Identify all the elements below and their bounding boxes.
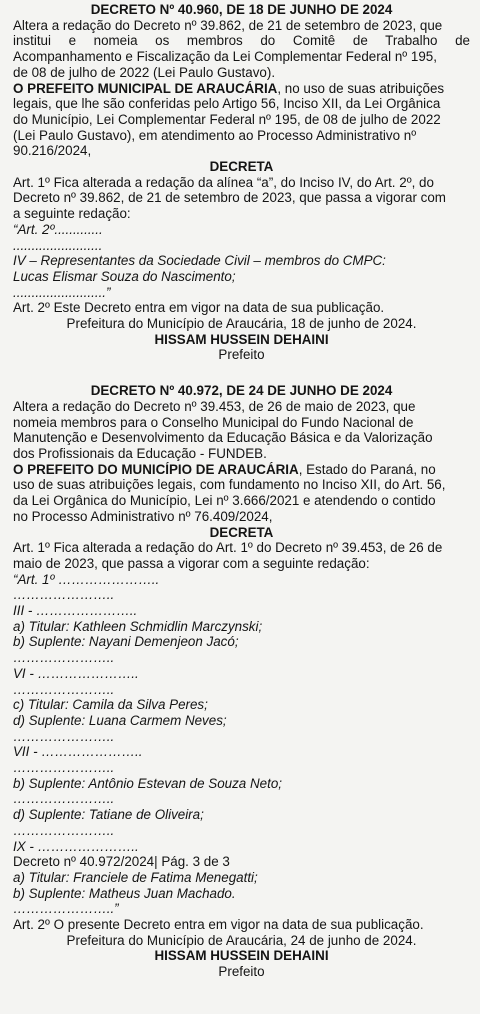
quoted-line: b) Suplente: Nayani Demenjeon Jacó;	[13, 634, 239, 650]
decreta-heading: DECRETA	[209, 159, 274, 175]
authority-name: O PREFEITO DO MUNICÍPIO DE ARAUCÁRIA	[13, 461, 299, 477]
quoted-line: III - …………………..	[13, 603, 138, 619]
quoted-text	[13, 222, 470, 301]
signer-role: Prefeito	[218, 347, 265, 363]
article-line: maio de 2023, que passa a vigorar com a seguinte redação:	[13, 555, 370, 571]
preamble-line: do Município, Lei Complementar Federal nº 195, de 08 de julho de 2022	[13, 111, 441, 127]
quoted-line: “Art. 2º.............	[13, 221, 103, 237]
quoted-line: …………………..	[13, 650, 115, 666]
decree-preamble	[13, 81, 470, 160]
preamble-line	[13, 81, 470, 97]
decree-ementa	[13, 18, 470, 81]
ementa-line: Manutenção e Desenvolvimento da Educação Básica e da Valorização	[13, 430, 433, 446]
decree-preamble	[13, 462, 470, 525]
article-1	[13, 175, 470, 222]
quoted-line: c) Titular: Camila da Silva Peres;	[13, 697, 208, 713]
section-gap	[13, 363, 470, 383]
quoted-line: IX - …………………..	[13, 838, 139, 854]
decree-title: DECRETO Nº 40.960, DE 18 DE JUNHO DE 2024	[90, 2, 393, 17]
article-line: a seguinte redação:	[13, 206, 131, 222]
quoted-line: b) Suplente: Matheus Juan Machado.	[13, 885, 236, 901]
quoted-text-end	[13, 870, 470, 917]
preamble-line: 90.216/2024,	[13, 143, 92, 159]
article-1	[13, 540, 470, 571]
decreta-heading: DECRETA	[209, 524, 274, 540]
quoted-line: a) Titular: Kathleen Schmidlin Marczynski;	[13, 618, 263, 634]
quoted-line: “Art. 1º …………………..	[13, 571, 160, 587]
quoted-line: …………………..	[13, 791, 115, 807]
decree-title: DECRETO Nº 40.972, DE 24 DE JUNHO DE 2024	[90, 383, 393, 399]
decree-ementa	[13, 399, 470, 462]
quoted-line: b) Suplente: Antônio Estevan de Souza Neto;	[13, 775, 282, 791]
preamble-line	[13, 462, 470, 478]
preamble-line: (Lei Paulo Gustavo), em atendimento ao Processo Administrativo nº	[13, 127, 417, 143]
preamble-text: , Estado do Paraná, no	[298, 461, 436, 477]
quoted-line: Lucas Elismar Souza do Nascimento;	[13, 268, 236, 284]
quoted-line: …………………..	[13, 587, 115, 603]
signer-name: HISSAM HUSSEIN DEHAINI	[154, 948, 329, 964]
ementa-line: de 08 de julho de 2022 (Lei Paulo Gustavo).	[13, 64, 276, 80]
quoted-line: a) Titular: Franciele de Fatima Menegatti;	[13, 869, 258, 885]
place-date: Prefeitura do Município de Araucária, 18 de junho de 2024.	[66, 316, 417, 332]
place-date: Prefeitura do Município de Araucária, 24 de junho de 2024.	[66, 932, 417, 948]
ementa-line: Altera a redação do Decreto nº 39.862, de 21 de setembro de 2023, que	[13, 17, 443, 33]
quoted-line: …………………..	[13, 760, 115, 776]
article-line: Art. 1º Fica alterada a redação do Art. 1º do Decreto nº 39.453, de 26 de	[13, 540, 443, 556]
article-line: Decreto nº 39.862, de 21 de setembro de 2023, que passa a vigorar com	[13, 190, 446, 206]
quoted-line: …………………..	[13, 728, 115, 744]
quoted-line: ........................	[13, 237, 103, 253]
ementa-line: institui e nomeia os membros do Comitê de Trabalho de	[13, 33, 470, 49]
quoted-line: .........................”	[13, 284, 111, 300]
quoted-line: d) Suplente: Tatiane de Oliveira;	[13, 807, 204, 823]
preamble-line: legais, que lhe são conferidas pelo Artigo 56, Inciso XII, da Lei Orgânica	[13, 96, 441, 112]
preamble-line: da Lei Orgânica do Município, Lei nº 3.666/2021 e atendendo o contido	[13, 493, 436, 509]
article-2: Art. 2º O presente Decreto entra em vigor na data de sua publicação.	[13, 917, 424, 933]
signer-role: Prefeito	[218, 964, 265, 980]
preamble-text: , no uso de suas atribuições	[277, 80, 445, 96]
ementa-line: dos Profissionais da Educação - FUNDEB.	[13, 445, 267, 461]
preamble-line: uso de suas atribuições legais, com fundamento no Inciso XII, do Art. 56,	[13, 477, 446, 493]
preamble-line: no Processo Administrativo nº 76.409/2024,	[13, 508, 273, 524]
quoted-line: …………………..”	[13, 901, 119, 917]
quoted-line: …………………..	[13, 681, 115, 697]
quoted-line: d) Suplente: Luana Carmem Neves;	[13, 712, 227, 728]
decree-40972	[13, 383, 470, 980]
ementa-line: nomeia membros para o Conselho Municipal do Fundo Nacional de	[13, 414, 414, 430]
quoted-line: IV – Representantes da Sociedade Civil – membros do CMPC:	[13, 253, 386, 269]
quoted-line: VI - …………………..	[13, 665, 139, 681]
ementa-line: Altera a redação do Decreto nº 39.453, de 26 de maio de 2023, que	[13, 398, 416, 414]
article-line: Art. 1º Fica alterada a redação da alínea “a”, do Inciso IV, do Art. 2º, do	[13, 174, 434, 190]
page-marker: Decreto nº 40.972/2024| Pág. 3 de 3	[13, 854, 230, 870]
signer-name: HISSAM HUSSEIN DEHAINI	[154, 331, 329, 347]
authority-name: O PREFEITO MUNICIPAL DE ARAUCÁRIA	[13, 80, 278, 96]
ementa-line: Acompanhamento e Fiscalização da Lei Complementar Federal nº 195,	[13, 49, 437, 65]
article-2: Art. 2º Este Decreto entra em vigor na data de sua publicação.	[13, 300, 385, 316]
quoted-line: …………………..	[13, 822, 115, 838]
decree-40960	[13, 2, 470, 363]
quoted-text	[13, 572, 470, 855]
quoted-line: VII - …………………..	[13, 744, 143, 760]
